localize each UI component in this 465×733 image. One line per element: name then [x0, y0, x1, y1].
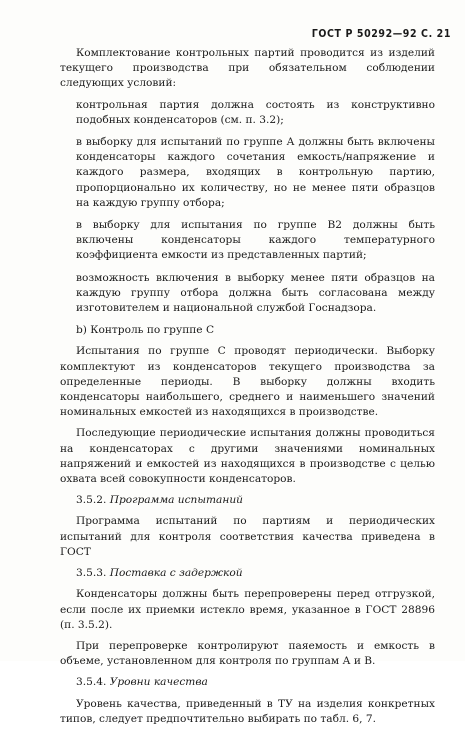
section-heading-3-5-2	[60, 493, 435, 508]
paragraph-3-5-2: Программа испытаний по партиям и периодических испытаний для контроля соответствия качества приведена в ГОСТ	[60, 515, 435, 558]
paragraph-group-c-2: Последующие периодические испытания должны проводиться на конденсаторах с другими значениями номинальных напряжений и емкостей из находящихся в производстве с целью охвата всей совокупности конденсаторов.	[60, 427, 435, 486]
section-number: 3.5.4.	[76, 676, 107, 689]
paragraph-condition-1: контрольная партия должна состоять из конструктивно подобных конденсаторов (см. п. 3.2);	[76, 98, 435, 126]
paragraph-3-5-4: Уровень качества, приведенный в ТУ на изделия конкретных типов, следует предпочтительно выбирать по табл. 6, 7.	[60, 697, 435, 725]
paragraph-condition-2: в выборку для испытаний по группе А должны быть включены конденсаторы каждого сочетания емкость/напряжение и каждого размера, входящих в контрольную партию, пропорционально их количеству, но не менее пяти образцов на каждую группу отбора;	[76, 136, 435, 209]
section-number: 3.5.2.	[76, 494, 107, 507]
section-heading-b	[60, 323, 435, 338]
paragraph-condition-4: возможность включения в выборку менее пяти образцов на каждую группу отбора должна быть согласована между изготовителем и национальной службой Госнадзора.	[76, 271, 435, 315]
paragraph-3-5-3-a: Конденсаторы должны быть перепроверены перед отгрузкой, если после их приемки истекло время, указанное в ГОСТ 28896 (п. 3.5.2).	[60, 588, 435, 631]
page-header: ГОСТ Р 50292—92 С. 21	[311, 28, 451, 40]
section-title: Уровни качества	[109, 676, 208, 689]
document-body	[60, 46, 435, 733]
section-heading-3-5-4	[60, 675, 435, 690]
paragraph-group-c-1: Испытания по группе С проводят периодически. Выборку комплектуют из конденсаторов текущего производства за определенные периоды. В выборку должны входить конденсаторы наибольшего, среднего и наименьшего значений номинальных емкостей из находящихся в производстве.	[60, 345, 435, 419]
paragraph-3-5-3-b: При перепроверке контролируют паяемость и емкость в объеме, установленном для контроля по группам А и В.	[60, 639, 435, 668]
section-heading-3-5-3	[60, 566, 435, 581]
paragraph-intro: Комплектование контрольных партий проводится из изделий текущего производства при обязательном соблюдении следующих условий:	[60, 47, 435, 90]
section-title: Контроль по группе С	[90, 324, 215, 337]
paragraph-condition-3: в выборку для испытания по группе В2 должны быть включены конденсаторы каждого температурного коэффициента емкости из представленных партий;	[76, 219, 435, 262]
section-title: Программа испытаний	[109, 494, 243, 507]
section-title: Поставка с задержкой	[109, 567, 243, 580]
section-number: 3.5.3.	[76, 567, 107, 580]
section-number: b)	[76, 324, 87, 337]
